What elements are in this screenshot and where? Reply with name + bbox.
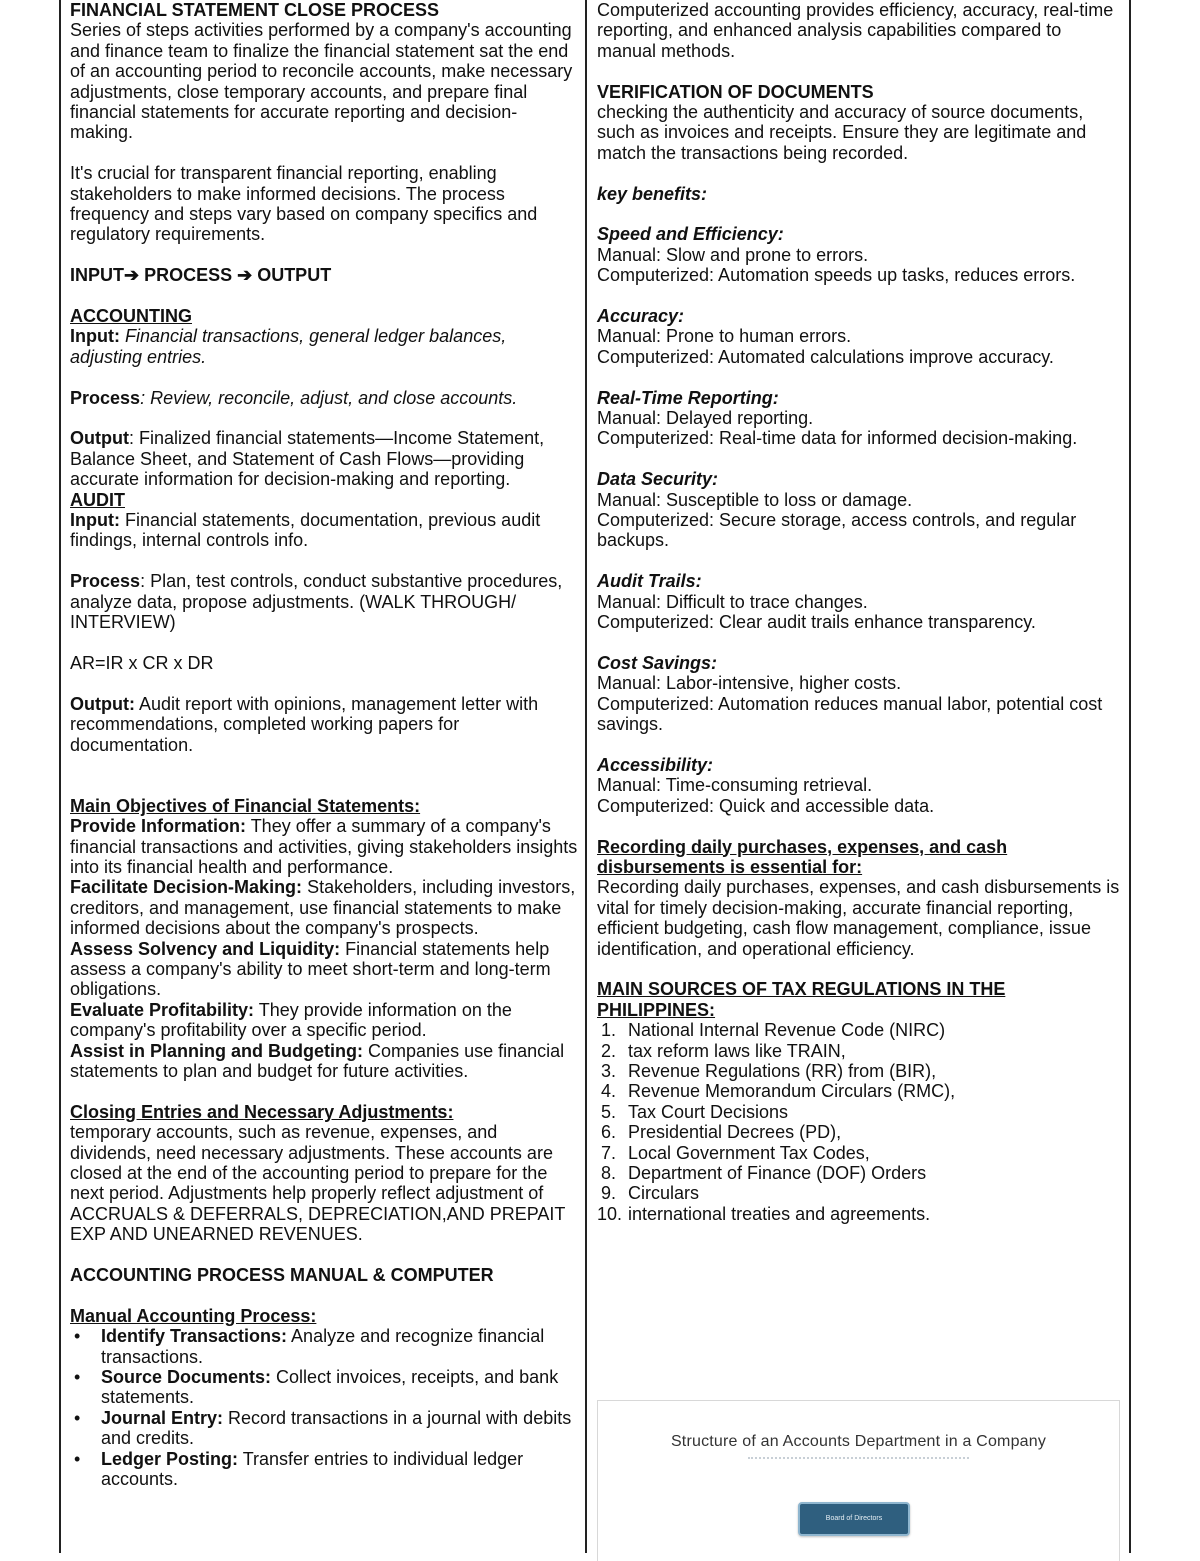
list-item: 7. Local Government Tax Codes,	[601, 1142, 870, 1163]
tax-sources-list	[597, 1020, 1122, 1224]
objective-item: Assist in Planning and Budgeting: Companies use financial statements to plan and budget for future activities.	[70, 1040, 565, 1081]
accounting-input: Input: Financial transactions, general ledger balances, adjusting entries.	[70, 326, 507, 367]
computerized-paragraph: Computerized accounting provides efficiency, accuracy, real-time reporting, and enhanced analysis capabilities compared to manual methods.	[597, 0, 1114, 61]
key-benefits-heading: key benefits:	[597, 183, 708, 204]
benefit-manual: Manual: Difficult to trace changes.	[597, 591, 868, 612]
recording-paragraph: Recording daily purchases, expenses, and cash disbursements is vital for timely decision-making, accurate financial reporting, efficient budgeting, cash flow management, compliance, issue identification, and operational efficiency.	[597, 877, 1120, 959]
audit-heading: AUDIT	[70, 489, 125, 510]
org-chart-title: Structure of an Accounts Department in a Company	[670, 1433, 1047, 1450]
benefit-computerized: Computerized: Clear audit trails enhance transparency.	[597, 612, 1036, 633]
manual-list	[70, 1326, 578, 1489]
audit-output: Output: Audit report with opinions, management letter with recommendations, completed working papers for documentation.	[70, 693, 539, 755]
closing-heading: Closing Entries and Necessary Adjustments:	[70, 1101, 454, 1122]
list-item: 5. Tax Court Decisions	[601, 1101, 789, 1122]
benefit-manual: Manual: Susceptible to loss or damage.	[597, 489, 913, 510]
benefit-block	[597, 571, 1122, 632]
list-item: • Source Documents: Collect invoices, receipts, and bank statements.	[74, 1367, 559, 1408]
recording-heading: Recording daily purchases, expenses, and cash disbursements is essential for:	[597, 836, 1008, 877]
column-divider	[585, 0, 587, 1553]
objective-item: Provide Information: They offer a summary of a company's financial transactions and activities, giving stakeholders insights into its financial health and performance.	[70, 816, 578, 877]
benefit-title: Accuracy:	[597, 306, 685, 327]
right-column	[597, 0, 1122, 1224]
benefit-computerized: Computerized: Secure storage, access controls, and regular backups.	[597, 510, 1077, 551]
benefit-computerized: Computerized: Real-time data for informed decision-making.	[597, 428, 1078, 449]
doc-title: FINANCIAL STATEMENT CLOSE PROCESS	[70, 0, 440, 20]
accounting-process: Process: Review, reconcile, adjust, and close accounts.	[70, 387, 518, 408]
crucial-paragraph: It's crucial for transparent financial reporting, enabling stakeholders to make informed decisions. The process frequency and steps vary based on company specifics and regulatory requirements.	[70, 163, 538, 245]
list-item: • Journal Entry: Record transactions in a journal with debits and credits.	[74, 1407, 572, 1449]
benefit-manual: Manual: Slow and prone to errors.	[597, 244, 869, 265]
list-item: • Ledger Posting: Transfer entries to individual ledger accounts.	[74, 1448, 524, 1490]
list-item: 8. Department of Finance (DOF) Orders	[601, 1162, 927, 1183]
audit-input: Input: Financial statements, documentation, previous audit findings, internal controls info.	[70, 510, 541, 551]
intro-paragraph: Series of steps activities performed by a company's accounting and finance team to finalize the financial statement sat the end of an accounting period to reconcile accounts, make necessary adjustments, close temporary accounts, and prepare final financial statements for accurate reporting and decision-making.	[70, 20, 573, 143]
list-item: 2. tax reform laws like TRAIN,	[601, 1040, 846, 1061]
objective-item: Facilitate Decision-Making: Stakeholders, including investors, creditors, and management, use financial statements to make informed decisions about the company's prospects.	[70, 877, 576, 939]
left-column	[70, 0, 578, 1489]
verification-heading: VERIFICATION OF DOCUMENTS	[597, 81, 874, 102]
list-item: 3. Revenue Regulations (RR) from (BIR),	[601, 1060, 937, 1081]
benefit-computerized: Computerized: Automation speeds up tasks, reduces errors.	[597, 265, 1076, 286]
list-item: • Identify Transactions: Analyze and recognize financial transactions.	[74, 1326, 545, 1367]
left-border	[59, 0, 61, 1553]
benefit-block	[597, 755, 1122, 816]
tax-heading: MAIN SOURCES OF TAX REGULATIONS IN THE PHILIPPINES:	[597, 979, 1006, 1020]
closing-paragraph: temporary accounts, such as revenue, expenses, and dividends, need necessary adjustments. These accounts are closed at the end of the accounting period to prepare for the next period. Adjustments help properly reflect adjustment of ACCRUALS & DEFERRALS, DEPRECIATION,AND PREPAIT EXP AND UNEARNED REVENUES.	[70, 1122, 566, 1245]
benefit-block	[597, 469, 1122, 551]
benefit-computerized: Computerized: Automation reduces manual labor, potential cost savings.	[597, 693, 1103, 735]
benefit-title: Real-Time Reporting:	[597, 387, 779, 408]
list-item: 4. Revenue Memorandum Circulars (RMC),	[601, 1081, 956, 1102]
benefit-block	[597, 653, 1122, 735]
benefit-manual: Manual: Prone to human errors.	[597, 326, 852, 347]
board-of-directors-node: Board of Directors	[798, 1502, 910, 1536]
org-chart-image	[597, 1400, 1120, 1561]
benefit-title: Audit Trails:	[597, 571, 702, 592]
manual-heading: Manual Accounting Process:	[70, 1305, 317, 1326]
benefit-manual: Manual: Labor-intensive, higher costs.	[597, 673, 902, 694]
objectives-heading: Main Objectives of Financial Statements:	[70, 795, 421, 816]
benefit-title: Speed and Efficiency:	[597, 224, 784, 245]
accounting-output: Output: Finalized financial statements—Income Statement, Balance Sheet, and Statement of Cash Flows—providing accurate information for decision-making and reporting.	[70, 428, 545, 490]
process-heading: ACCOUNTING PROCESS MANUAL & COMPUTER	[70, 1265, 494, 1285]
benefit-block	[597, 306, 1122, 367]
objective-item: Evaluate Profitability: They provide information on the company's profitability over a specific period.	[70, 999, 512, 1041]
right-border	[1129, 0, 1131, 1553]
org-chart-subtitle-blur	[748, 1457, 969, 1463]
list-item: 10. international treaties and agreements.	[597, 1203, 931, 1224]
objective-item: Assess Solvency and Liquidity: Financial statements help assess a company's ability to meet short-term and long-term obligations.	[70, 938, 551, 1000]
accounting-heading: ACCOUNTING	[70, 306, 192, 327]
benefit-block	[597, 224, 1122, 285]
list-item: 9. Circulars	[601, 1183, 700, 1204]
list-item: 6. Presidential Decrees (PD),	[601, 1122, 842, 1143]
benefit-title: Accessibility:	[597, 754, 714, 775]
audit-formula: AR=IR x CR x DR	[70, 652, 214, 673]
list-item: 1. National Internal Revenue Code (NIRC)	[601, 1020, 946, 1041]
benefit-computerized: Computerized: Quick and accessible data.	[597, 795, 935, 816]
audit-process: Process: Plan, test controls, conduct substantive procedures, analyze data, propose adjustments. (WALK THROUGH/ INTERVIEW)	[70, 571, 563, 633]
benefit-block	[597, 388, 1122, 449]
verification-paragraph: checking the authenticity and accuracy of source documents, such as invoices and receipts. Ensure they are legitimate and match the transactions being recorded.	[597, 102, 1087, 163]
benefit-computerized: Computerized: Automated calculations improve accuracy.	[597, 346, 1054, 367]
benefit-title: Data Security:	[597, 469, 719, 490]
benefit-manual: Manual: Delayed reporting.	[597, 408, 814, 429]
flow-heading: INPUT➔ PROCESS ➔ OUTPUT	[70, 265, 332, 286]
benefit-manual: Manual: Time-consuming retrieval.	[597, 775, 873, 796]
benefit-title: Cost Savings:	[597, 652, 718, 673]
